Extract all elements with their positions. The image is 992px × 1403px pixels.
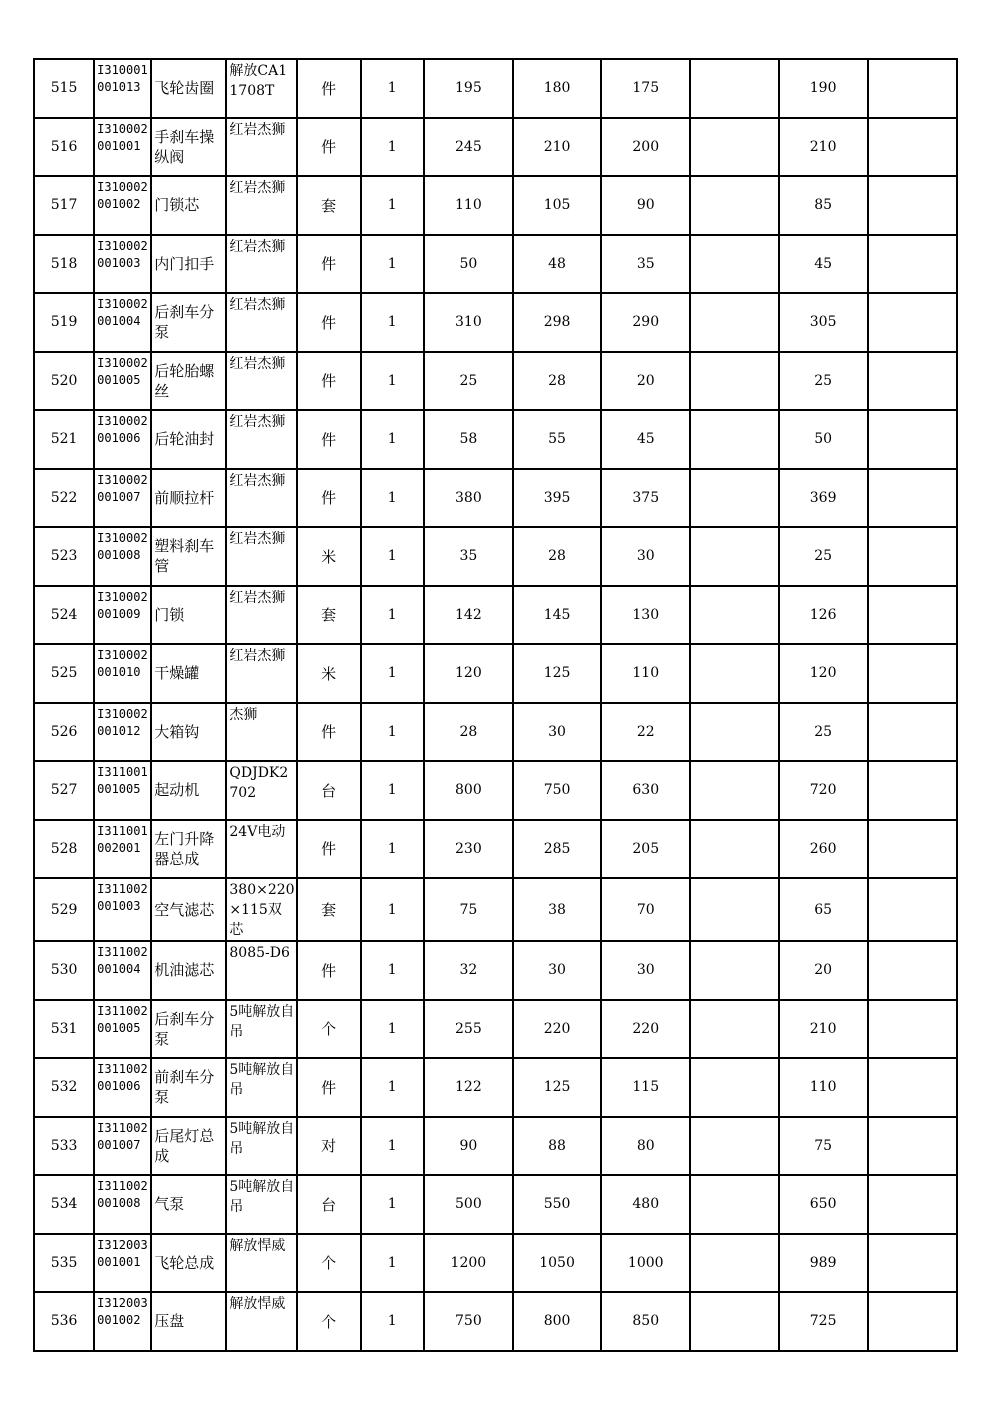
item-unit: 台 [297, 1175, 361, 1234]
price-1: 195 [424, 59, 513, 118]
price-1: 50 [424, 235, 513, 294]
price-4 [690, 1175, 778, 1234]
item-quantity: 1 [361, 1175, 424, 1234]
item-quantity: 1 [361, 761, 424, 820]
remark [868, 527, 957, 586]
table-row [34, 1117, 957, 1176]
price-3: 110 [601, 644, 690, 703]
price-1: 750 [424, 1292, 513, 1351]
price-5: 369 [779, 469, 868, 528]
price-4 [690, 118, 778, 177]
price-2: 48 [513, 235, 601, 294]
item-name: 干燥罐 [151, 644, 226, 703]
price-3: 22 [601, 703, 690, 762]
price-1: 245 [424, 118, 513, 177]
remark [868, 820, 957, 879]
price-5: 725 [779, 1292, 868, 1351]
remark [868, 1058, 957, 1117]
price-2: 28 [513, 527, 601, 586]
item-code: I312003001002 [94, 1292, 151, 1351]
price-1: 800 [424, 761, 513, 820]
item-spec: QDJDK2702 [226, 761, 296, 820]
price-1: 28 [424, 703, 513, 762]
item-name: 手刹车操纵阀 [151, 118, 226, 177]
price-2: 30 [513, 703, 601, 762]
price-3: 480 [601, 1175, 690, 1234]
price-1: 120 [424, 644, 513, 703]
price-4 [690, 644, 778, 703]
table-row [34, 703, 957, 762]
price-4 [690, 820, 778, 879]
price-5: 190 [779, 59, 868, 118]
item-code: I311002001007 [94, 1117, 151, 1176]
item-spec: 5吨解放自吊 [226, 1117, 296, 1176]
price-2: 220 [513, 1000, 601, 1059]
price-3: 45 [601, 410, 690, 469]
price-4 [690, 1292, 778, 1351]
table-row [34, 59, 957, 118]
row-number: 531 [34, 1000, 94, 1059]
item-code: I310002001004 [94, 293, 151, 352]
item-unit: 件 [297, 410, 361, 469]
price-2: 750 [513, 761, 601, 820]
price-3: 205 [601, 820, 690, 879]
item-quantity: 1 [361, 59, 424, 118]
item-code: I311001001005 [94, 761, 151, 820]
item-name: 后轮胎螺丝 [151, 352, 226, 411]
price-2: 30 [513, 941, 601, 1000]
remark [868, 352, 957, 411]
row-number: 522 [34, 469, 94, 528]
price-2: 550 [513, 1175, 601, 1234]
price-4 [690, 586, 778, 645]
row-number: 534 [34, 1175, 94, 1234]
remark [868, 1175, 957, 1234]
item-spec: 解放悍威 [226, 1292, 296, 1351]
item-name: 压盘 [151, 1292, 226, 1351]
item-spec: 5吨解放自吊 [226, 1175, 296, 1234]
item-quantity: 1 [361, 1117, 424, 1176]
price-4 [690, 410, 778, 469]
item-quantity: 1 [361, 352, 424, 411]
price-5: 210 [779, 1000, 868, 1059]
item-quantity: 1 [361, 820, 424, 879]
table-row [34, 410, 957, 469]
item-quantity: 1 [361, 469, 424, 528]
price-4 [690, 235, 778, 294]
price-1: 230 [424, 820, 513, 879]
price-3: 70 [601, 878, 690, 941]
price-4 [690, 293, 778, 352]
item-spec: 红岩杰狮 [226, 118, 296, 177]
row-number: 530 [34, 941, 94, 1000]
item-name: 后轮油封 [151, 410, 226, 469]
table-row [34, 235, 957, 294]
item-spec: 5吨解放自吊 [226, 1058, 296, 1117]
item-spec: 解放悍威 [226, 1234, 296, 1293]
item-name: 起动机 [151, 761, 226, 820]
item-quantity: 1 [361, 410, 424, 469]
row-number: 527 [34, 761, 94, 820]
item-name: 前刹车分泵 [151, 1058, 226, 1117]
remark [868, 176, 957, 235]
remark [868, 235, 957, 294]
price-1: 35 [424, 527, 513, 586]
item-spec: 解放CA11708T [226, 59, 296, 118]
item-code: I311002001006 [94, 1058, 151, 1117]
price-1: 110 [424, 176, 513, 235]
row-number: 523 [34, 527, 94, 586]
item-code: I310002001008 [94, 527, 151, 586]
item-code: I310002001001 [94, 118, 151, 177]
row-number: 536 [34, 1292, 94, 1351]
price-5: 65 [779, 878, 868, 941]
price-5: 305 [779, 293, 868, 352]
item-unit: 个 [297, 1292, 361, 1351]
table-row [34, 176, 957, 235]
price-4 [690, 352, 778, 411]
price-2: 125 [513, 1058, 601, 1117]
item-spec: 红岩杰狮 [226, 644, 296, 703]
item-code: I310002001003 [94, 235, 151, 294]
price-3: 200 [601, 118, 690, 177]
price-5: 25 [779, 703, 868, 762]
item-quantity: 1 [361, 586, 424, 645]
price-3: 1000 [601, 1234, 690, 1293]
price-1: 75 [424, 878, 513, 941]
remark [868, 59, 957, 118]
price-5: 210 [779, 118, 868, 177]
price-2: 105 [513, 176, 601, 235]
price-4 [690, 761, 778, 820]
table-row [34, 527, 957, 586]
price-3: 220 [601, 1000, 690, 1059]
price-4 [690, 1000, 778, 1059]
price-4 [690, 1234, 778, 1293]
price-2: 180 [513, 59, 601, 118]
row-number: 529 [34, 878, 94, 941]
item-unit: 个 [297, 1234, 361, 1293]
row-number: 533 [34, 1117, 94, 1176]
price-5: 25 [779, 527, 868, 586]
price-1: 90 [424, 1117, 513, 1176]
item-unit: 套 [297, 586, 361, 645]
row-number: 528 [34, 820, 94, 879]
table-body [34, 59, 957, 1351]
item-name: 气泵 [151, 1175, 226, 1234]
item-code: I312003001001 [94, 1234, 151, 1293]
price-1: 255 [424, 1000, 513, 1059]
item-name: 塑料刹车管 [151, 527, 226, 586]
price-5: 25 [779, 352, 868, 411]
remark [868, 118, 957, 177]
item-unit: 件 [297, 1058, 361, 1117]
table-row [34, 878, 957, 941]
item-code: I310002001009 [94, 586, 151, 645]
item-unit: 件 [297, 820, 361, 879]
item-code: I311002001003 [94, 878, 151, 941]
price-5: 126 [779, 586, 868, 645]
remark [868, 878, 957, 941]
item-spec: 红岩杰狮 [226, 176, 296, 235]
price-2: 800 [513, 1292, 601, 1351]
item-unit: 件 [297, 59, 361, 118]
price-4 [690, 176, 778, 235]
price-3: 290 [601, 293, 690, 352]
row-number: 516 [34, 118, 94, 177]
table-row [34, 644, 957, 703]
row-number: 519 [34, 293, 94, 352]
item-code: I311002001005 [94, 1000, 151, 1059]
item-spec: 24V电动 [226, 820, 296, 879]
price-3: 30 [601, 941, 690, 1000]
price-2: 395 [513, 469, 601, 528]
price-1: 32 [424, 941, 513, 1000]
item-unit: 米 [297, 527, 361, 586]
price-2: 145 [513, 586, 601, 645]
price-4 [690, 1117, 778, 1176]
price-2: 285 [513, 820, 601, 879]
item-code: I310002001012 [94, 703, 151, 762]
row-number: 517 [34, 176, 94, 235]
price-5: 260 [779, 820, 868, 879]
price-2: 88 [513, 1117, 601, 1176]
price-5: 20 [779, 941, 868, 1000]
item-spec: 红岩杰狮 [226, 527, 296, 586]
table-row [34, 352, 957, 411]
item-unit: 个 [297, 1000, 361, 1059]
price-4 [690, 469, 778, 528]
item-spec: 8085-D6 [226, 941, 296, 1000]
table-row [34, 1292, 957, 1351]
remark [868, 761, 957, 820]
item-code: I310002001005 [94, 352, 151, 411]
price-1: 380 [424, 469, 513, 528]
price-2: 1050 [513, 1234, 601, 1293]
item-unit: 套 [297, 878, 361, 941]
item-name: 内门扣手 [151, 235, 226, 294]
item-spec: 红岩杰狮 [226, 293, 296, 352]
item-name: 左门升降器总成 [151, 820, 226, 879]
item-name: 后尾灯总成 [151, 1117, 226, 1176]
price-2: 125 [513, 644, 601, 703]
remark [868, 1117, 957, 1176]
item-name: 飞轮齿圈 [151, 59, 226, 118]
price-5: 110 [779, 1058, 868, 1117]
price-3: 130 [601, 586, 690, 645]
item-quantity: 1 [361, 293, 424, 352]
item-quantity: 1 [361, 1234, 424, 1293]
price-5: 85 [779, 176, 868, 235]
price-3: 850 [601, 1292, 690, 1351]
table-row [34, 820, 957, 879]
item-unit: 台 [297, 761, 361, 820]
price-3: 90 [601, 176, 690, 235]
price-4 [690, 878, 778, 941]
item-unit: 件 [297, 118, 361, 177]
table-row [34, 293, 957, 352]
remark [868, 586, 957, 645]
row-number: 532 [34, 1058, 94, 1117]
table-row [34, 1234, 957, 1293]
item-code: I311001002001 [94, 820, 151, 879]
item-code: I310002001002 [94, 176, 151, 235]
item-quantity: 1 [361, 644, 424, 703]
item-name: 前顺拉杆 [151, 469, 226, 528]
price-3: 630 [601, 761, 690, 820]
table-row [34, 118, 957, 177]
row-number: 515 [34, 59, 94, 118]
table-row [34, 469, 957, 528]
price-1: 1200 [424, 1234, 513, 1293]
item-code: I310002001010 [94, 644, 151, 703]
item-spec: 红岩杰狮 [226, 410, 296, 469]
item-code: I310001001013 [94, 59, 151, 118]
item-quantity: 1 [361, 1058, 424, 1117]
price-3: 175 [601, 59, 690, 118]
price-3: 115 [601, 1058, 690, 1117]
price-4 [690, 703, 778, 762]
row-number: 520 [34, 352, 94, 411]
price-3: 80 [601, 1117, 690, 1176]
price-2: 55 [513, 410, 601, 469]
row-number: 525 [34, 644, 94, 703]
table-row [34, 1175, 957, 1234]
remark [868, 469, 957, 528]
price-1: 122 [424, 1058, 513, 1117]
item-name: 门锁 [151, 586, 226, 645]
item-unit: 件 [297, 941, 361, 1000]
item-unit: 件 [297, 703, 361, 762]
item-quantity: 1 [361, 235, 424, 294]
price-4 [690, 1058, 778, 1117]
price-1: 500 [424, 1175, 513, 1234]
item-quantity: 1 [361, 1000, 424, 1059]
price-5: 120 [779, 644, 868, 703]
item-unit: 件 [297, 352, 361, 411]
item-code: I311002001008 [94, 1175, 151, 1234]
price-2: 28 [513, 352, 601, 411]
item-spec: 红岩杰狮 [226, 352, 296, 411]
remark [868, 1000, 957, 1059]
item-unit: 件 [297, 293, 361, 352]
item-spec: 5吨解放自吊 [226, 1000, 296, 1059]
row-number: 518 [34, 235, 94, 294]
price-3: 30 [601, 527, 690, 586]
price-4 [690, 59, 778, 118]
item-quantity: 1 [361, 527, 424, 586]
price-2: 38 [513, 878, 601, 941]
item-quantity: 1 [361, 118, 424, 177]
price-5: 50 [779, 410, 868, 469]
price-3: 375 [601, 469, 690, 528]
row-number: 524 [34, 586, 94, 645]
remark [868, 703, 957, 762]
item-spec: 杰狮 [226, 703, 296, 762]
item-unit: 件 [297, 235, 361, 294]
price-3: 20 [601, 352, 690, 411]
price-5: 45 [779, 235, 868, 294]
price-5: 989 [779, 1234, 868, 1293]
parts-price-table [33, 58, 958, 1352]
table-row [34, 586, 957, 645]
item-code: I311002001004 [94, 941, 151, 1000]
remark [868, 941, 957, 1000]
item-quantity: 1 [361, 878, 424, 941]
row-number: 521 [34, 410, 94, 469]
price-1: 142 [424, 586, 513, 645]
item-name: 大箱钩 [151, 703, 226, 762]
item-unit: 件 [297, 469, 361, 528]
price-4 [690, 941, 778, 1000]
price-5: 75 [779, 1117, 868, 1176]
item-name: 后刹车分泵 [151, 1000, 226, 1059]
price-4 [690, 527, 778, 586]
remark [868, 1234, 957, 1293]
row-number: 535 [34, 1234, 94, 1293]
item-spec: 380×220×115双芯 [226, 878, 296, 941]
table-row [34, 761, 957, 820]
item-name: 门锁芯 [151, 176, 226, 235]
item-quantity: 1 [361, 1292, 424, 1351]
price-3: 35 [601, 235, 690, 294]
price-2: 210 [513, 118, 601, 177]
row-number: 526 [34, 703, 94, 762]
price-2: 298 [513, 293, 601, 352]
table-row [34, 1000, 957, 1059]
item-name: 空气滤芯 [151, 878, 226, 941]
item-name: 后刹车分泵 [151, 293, 226, 352]
remark [868, 644, 957, 703]
item-quantity: 1 [361, 941, 424, 1000]
price-1: 25 [424, 352, 513, 411]
item-code: I310002001007 [94, 469, 151, 528]
price-5: 720 [779, 761, 868, 820]
price-5: 650 [779, 1175, 868, 1234]
item-unit: 套 [297, 176, 361, 235]
price-1: 310 [424, 293, 513, 352]
item-spec: 红岩杰狮 [226, 469, 296, 528]
item-code: I310002001006 [94, 410, 151, 469]
item-spec: 红岩杰狮 [226, 586, 296, 645]
item-unit: 对 [297, 1117, 361, 1176]
table-row [34, 1058, 957, 1117]
item-quantity: 1 [361, 176, 424, 235]
price-1: 58 [424, 410, 513, 469]
table-row [34, 941, 957, 1000]
item-quantity: 1 [361, 703, 424, 762]
item-spec: 红岩杰狮 [226, 235, 296, 294]
remark [868, 410, 957, 469]
remark [868, 1292, 957, 1351]
item-name: 飞轮总成 [151, 1234, 226, 1293]
item-unit: 米 [297, 644, 361, 703]
remark [868, 293, 957, 352]
item-name: 机油滤芯 [151, 941, 226, 1000]
